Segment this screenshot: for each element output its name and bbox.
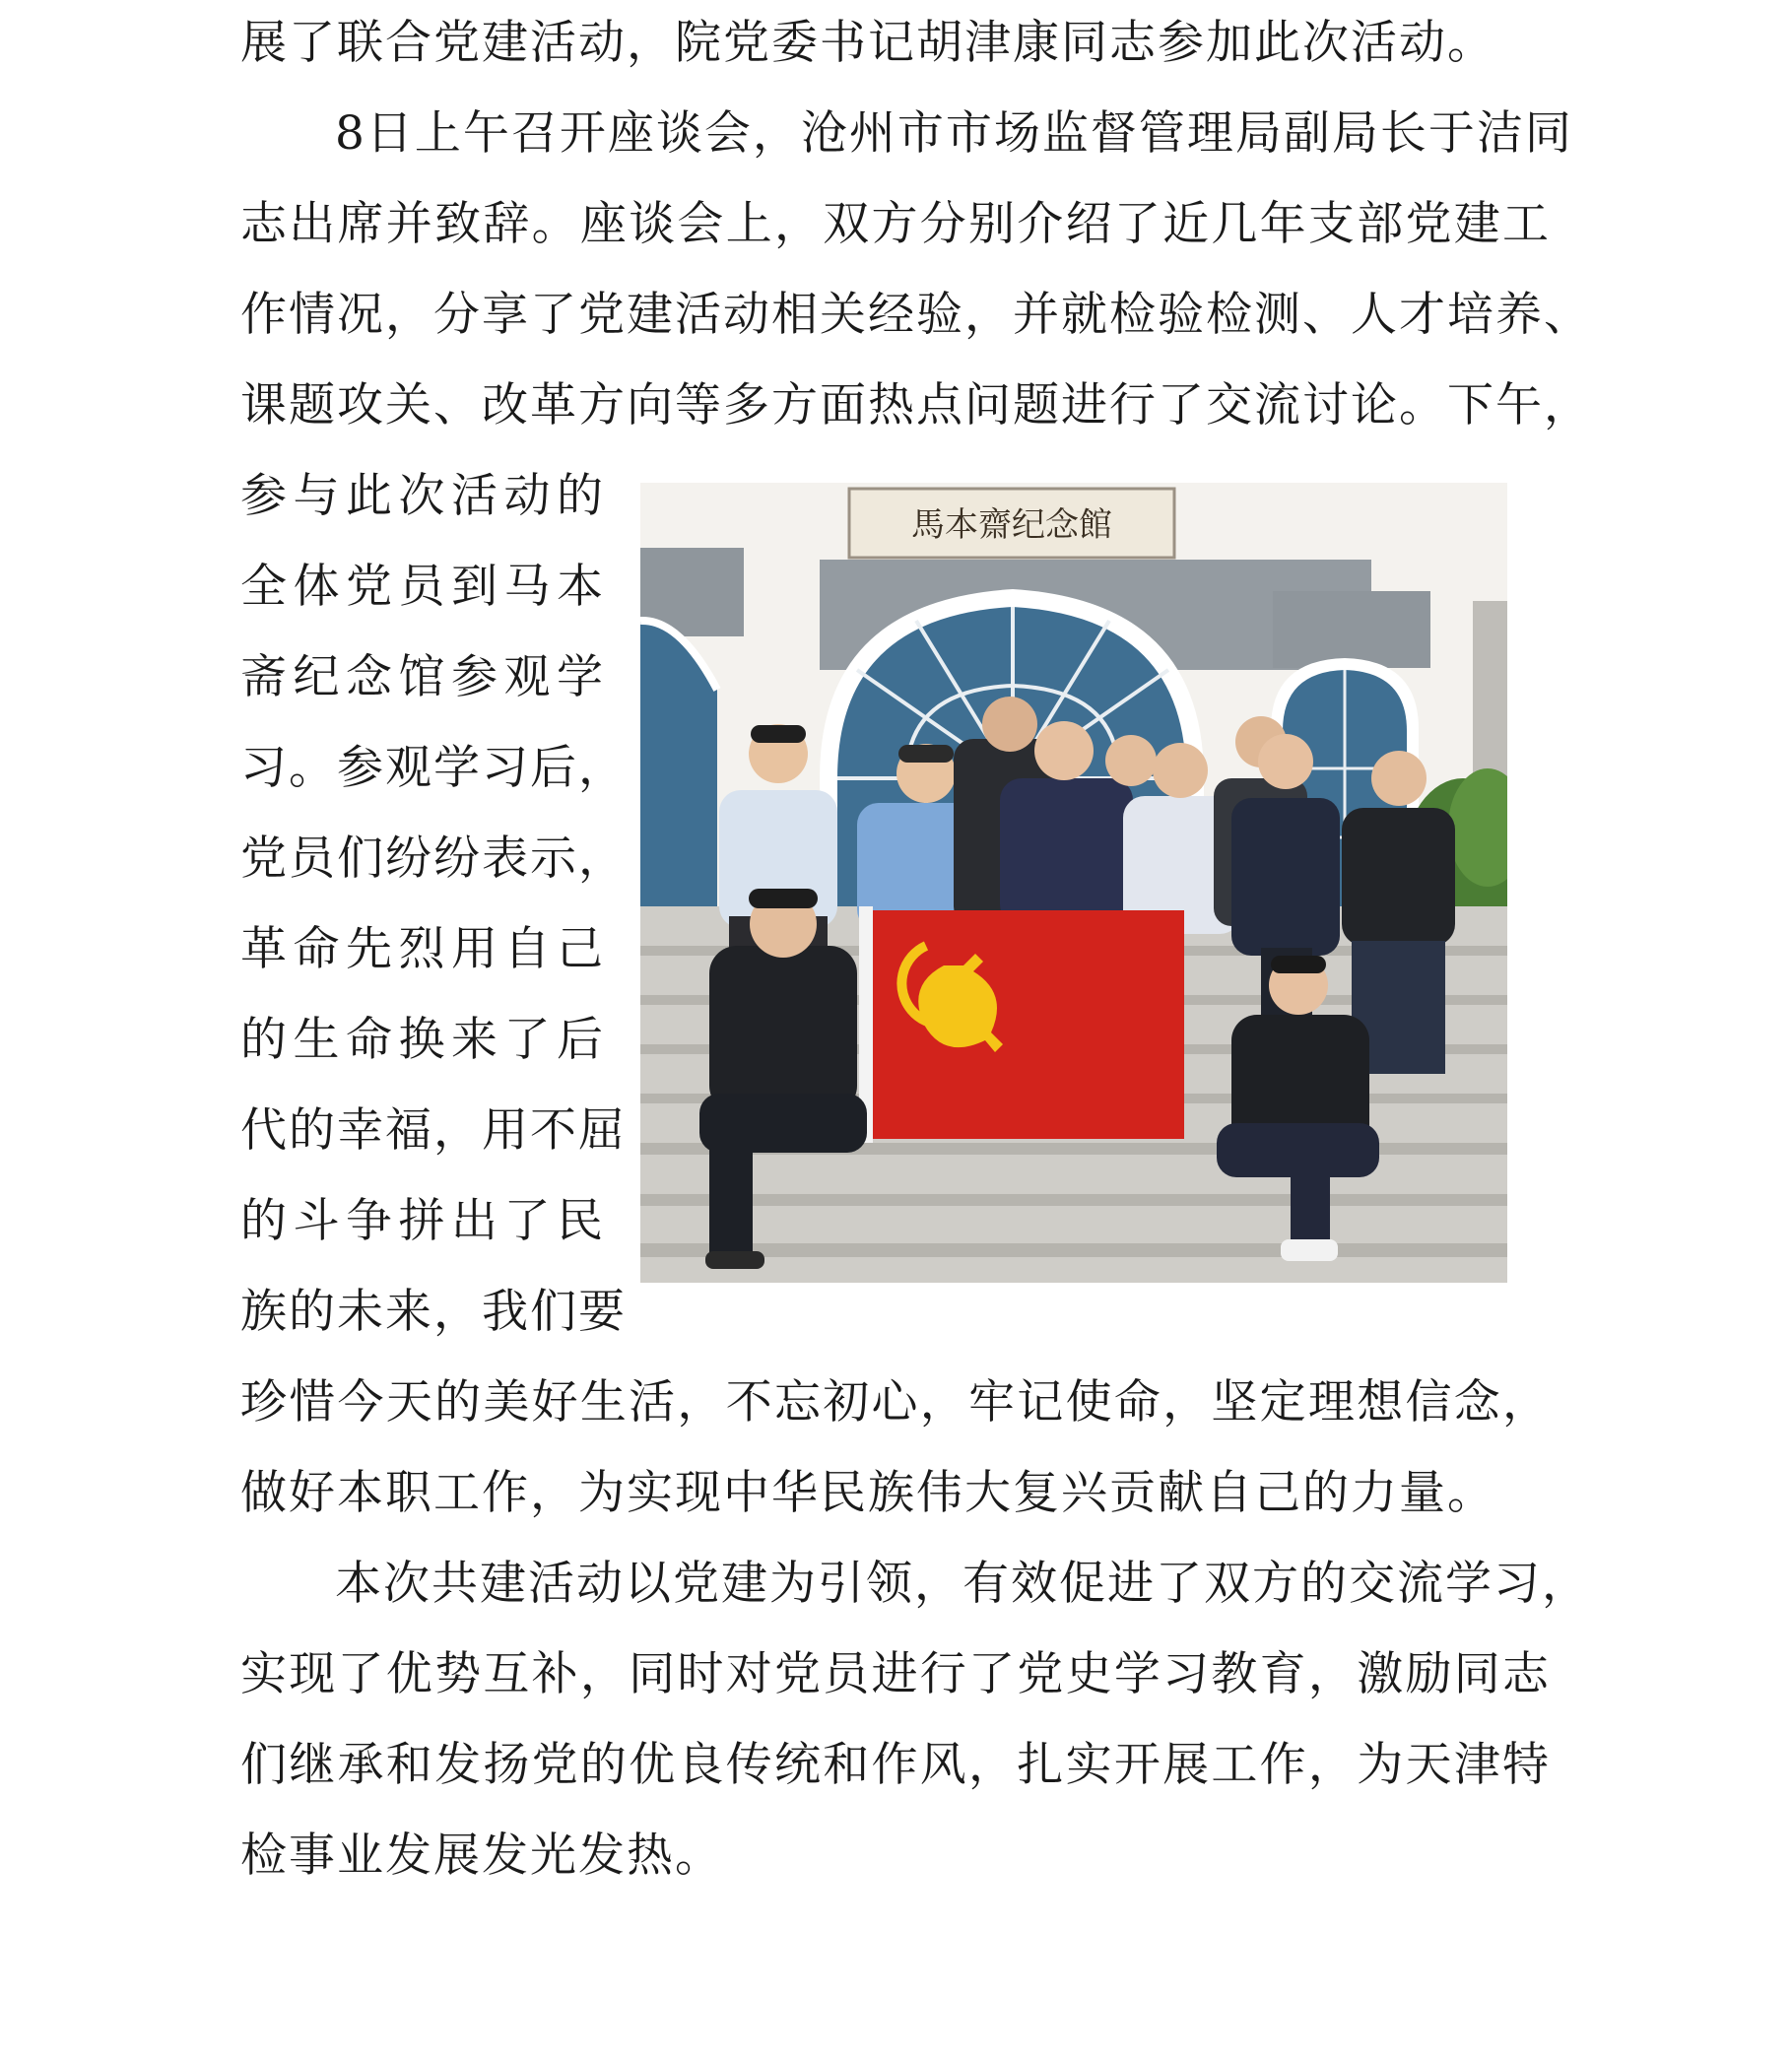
paragraph-line: 实现了优势互补，同时对党员进行了党史学习教育，激励同志 — [240, 1647, 1551, 1701]
wrap-line: 斋纪念馆参观学 — [240, 650, 605, 704]
wrap-line: 参与此次活动的 — [240, 469, 605, 523]
paragraph-line: 课题攻关、改革方向等多方面热点问题进行了交流讨论。下午， — [240, 378, 1592, 432]
memorial-sign: 馬本齋纪念館 — [911, 505, 1112, 545]
wrap-line: 族的未来，我们要 — [240, 1285, 627, 1339]
wrap-line: 代的幸福，用不屈 — [240, 1103, 627, 1158]
paragraph-line: 展了联合党建活动，院党委书记胡津康同志参加此次活动。 — [240, 16, 1495, 70]
paragraph-line: 8日上午召开座谈会，沧州市市场监督管理局副局长于洁同 — [335, 106, 1573, 161]
paragraph-line: 志出席并致辞。座谈会上，双方分别介绍了近几年支部党建工 — [240, 197, 1551, 251]
wrap-line: 革命先烈用自己 — [240, 922, 605, 976]
group-photo — [640, 483, 1507, 1283]
party-flag — [859, 906, 1184, 1143]
paragraph-line: 做好本职工作，为实现中华民族伟大复兴贡献自己的力量。 — [240, 1466, 1495, 1520]
wrap-line: 党员们纷纷表示， — [240, 831, 627, 886]
paragraph-line: 检事业发展发光发热。 — [240, 1829, 723, 1883]
paragraph-line: 作情况，分享了党建活动相关经验，并就检验检测、人才培养、 — [240, 288, 1592, 342]
wrap-line: 习。参观学习后， — [240, 741, 627, 795]
paragraph-line: 们继承和发扬党的优良传统和作风，扎实开展工作，为天津特 — [240, 1738, 1551, 1792]
wrap-line: 的斗争拼出了民 — [240, 1194, 605, 1248]
wrap-line: 全体党员到马本 — [240, 560, 605, 614]
paragraph-line: 珍惜今天的美好生活，不忘初心，牢记使命，坚定理想信念， — [240, 1375, 1551, 1430]
paragraph-line: 本次共建活动以党建为引领，有效促进了双方的交流学习， — [335, 1557, 1590, 1611]
wrap-line: 的生命换来了后 — [240, 1013, 605, 1067]
